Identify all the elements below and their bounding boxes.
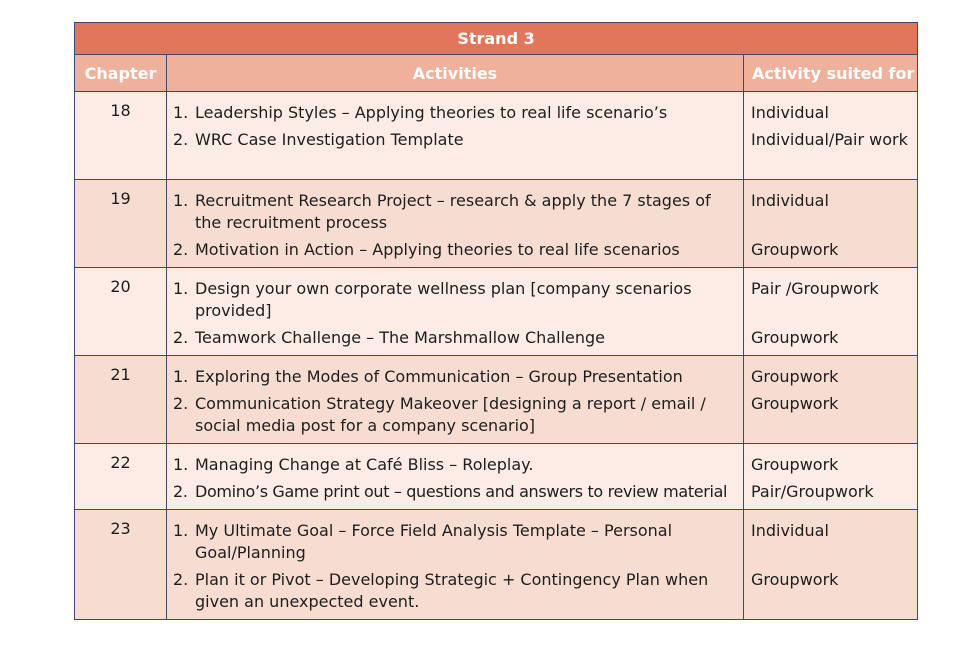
chapter-cell: 22	[75, 444, 167, 510]
suited-cell	[744, 180, 918, 268]
suited-item: Groupwork	[751, 455, 839, 474]
activities-cell	[167, 92, 744, 180]
activities-cell	[167, 510, 744, 620]
activity-item: 2. WRC Case Investigation Template	[173, 130, 464, 149]
chapter-cell: 19	[75, 180, 167, 268]
table-row	[75, 356, 918, 444]
activity-item: 2. Motivation in Action – Applying theories to real life scenarios	[173, 240, 680, 259]
suited-cell	[744, 444, 918, 510]
table-row	[75, 444, 918, 510]
suited-item: Groupwork	[751, 328, 839, 347]
suited-cell	[744, 356, 918, 444]
header-activities: Activities	[167, 55, 744, 92]
suited-cell	[744, 92, 918, 180]
activity-item: 1. Exploring the Modes of Communication – Group Presentation	[173, 367, 683, 386]
chapter-cell: 20	[75, 268, 167, 356]
suited-item: Pair /Groupwork	[751, 279, 879, 298]
suited-item: Groupwork	[751, 394, 839, 413]
activities-cell	[167, 180, 744, 268]
suited-item: Individual	[751, 521, 829, 540]
activity-item: 2. Plan it or Pivot – Developing Strategic + Contingency Plan when given an unexpected event.	[173, 570, 709, 611]
activity-item: 1. Design your own corporate wellness plan [company scenarios provided]	[173, 279, 692, 320]
suited-item: Individual	[751, 191, 829, 210]
suited-item: Pair/Groupwork	[751, 482, 874, 501]
activity-item: 2. Communication Strategy Makeover [designing a report / email / social media post for a company scenario]	[173, 394, 706, 435]
activity-item: 1. Recruitment Research Project – research & apply the 7 stages of the recruitment process	[173, 191, 711, 232]
activities-cell	[167, 444, 744, 510]
activities-cell	[167, 356, 744, 444]
activity-item: 1. My Ultimate Goal – Force Field Analysis Template – Personal Goal/Planning	[173, 521, 673, 562]
suited-item: Individual	[751, 103, 829, 122]
activity-item: 2. Teamwork Challenge – The Marshmallow Challenge	[173, 328, 605, 347]
table-row	[75, 180, 918, 268]
table-row	[75, 92, 918, 180]
suited-item: Groupwork	[751, 367, 839, 386]
suited-item: Groupwork	[751, 570, 839, 589]
header-suited: Activity suited for	[744, 55, 918, 92]
table-row	[75, 510, 918, 620]
suited-item: Groupwork	[751, 240, 839, 259]
activities-table	[74, 22, 918, 620]
chapter-cell: 23	[75, 510, 167, 620]
header-chapter: Chapter	[75, 55, 167, 92]
suited-cell	[744, 268, 918, 356]
activities-cell	[167, 268, 744, 356]
table-row	[75, 268, 918, 356]
chapter-cell: 21	[75, 356, 167, 444]
strand-title: Strand 3	[75, 23, 918, 55]
activity-item: 2. Domino’s Game print out – questions and answers to review material	[173, 482, 728, 501]
activity-item: 1. Managing Change at Café Bliss – Roleplay.	[173, 455, 534, 474]
header-row	[75, 55, 918, 92]
activity-item: 1. Leadership Styles – Applying theories to real life scenario’s	[173, 103, 668, 122]
suited-cell	[744, 510, 918, 620]
chapter-cell: 18	[75, 92, 167, 180]
suited-item: Individual/Pair work	[751, 130, 908, 149]
